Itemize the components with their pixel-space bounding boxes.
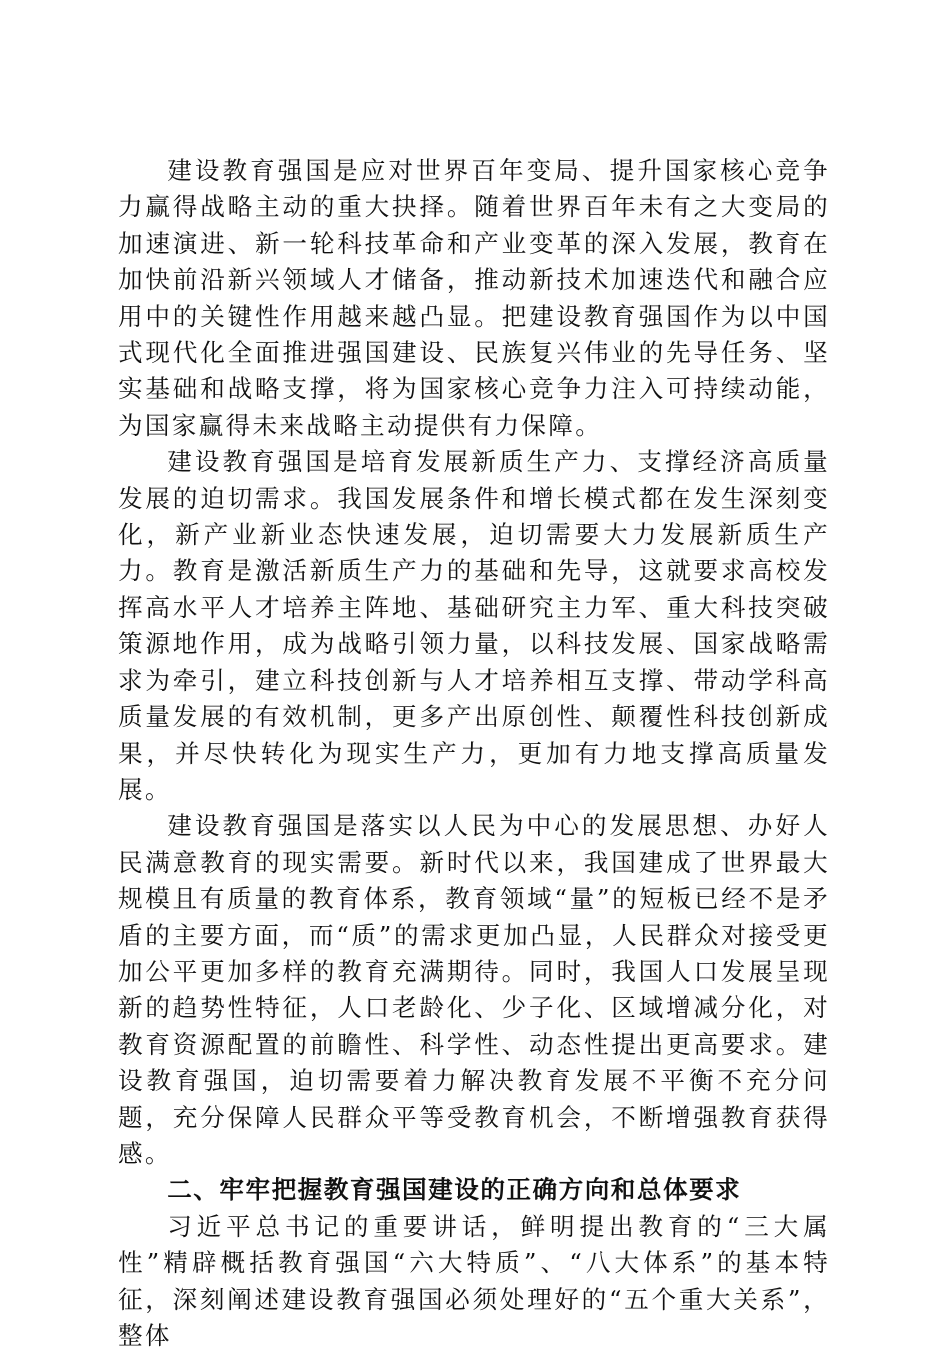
paragraph-people-centered: 建设教育强国是落实以人民为中心的发展思想、办好人民满意教育的现实需要。新时代以来，我国建成了世界最大规模且有质量的教育体系，教育领域“量”的短板已经不是矛盾的主要方面，而“质”的需求更加凸显，人民群众对接受更加公平更加多样的教育充满期待。同时，我国人口发展呈现新的趋势性特征，人口老龄化、少子化、区域增减分化，对教育资源配置的前瞻性、科学性、动态性提出更高要求。建设教育强国，迫切需要着力解决教育发展不平衡不充分问题，充分保障人民群众平等受教育机会，不断增强教育获得感。 — [118, 811, 830, 1168]
paragraph-strategic-choice: 建设教育强国是应对世界百年变局、提升国家核心竞争力赢得战略主动的重大抉择。随着世界百年未有之大变局的加速演进、新一轮科技革命和产业变革的深入发展，教育在加快前沿新兴领域人才储备，推动新技术加速迭代和融合应用中的关键性作用越来越凸显。把建设教育强国作为以中国式现代化全面推进强国建设、民族复兴伟业的先导任务、坚实基础和战略支撑，将为国家核心竞争力注入可持续动能，为国家赢得未来战略主动提供有力保障。 — [118, 156, 830, 440]
paragraph-closing: 习近平总书记的重要讲话，鲜明提出教育的“三大属性”精辟概括教育强国“六大特质”、“八大体系”的基本特征，深刻阐述建设教育强国必须处理好的“五个重大关系”，整体 — [118, 1211, 830, 1350]
document-body — [118, 153, 830, 1354]
paragraph-new-productivity: 建设教育强国是培育发展新质生产力、支撑经济高质量发展的迫切需求。我国发展条件和增长模式都在发生深刻变化，新产业新业态快速发展，迫切需要大力发展新质生产力。教育是激活新质生产力的基础和先导，这就要求高校发挥高水平人才培养主阵地、基础研究主力军、重大科技突破策源地作用，成为战略引领力量，以科技发展、国家战略需求为牵引，建立科技创新与人才培养相互支撑、带动学科高质量发展的有效机制，更多产出原创性、颠覆性科技创新成果，并尽快转化为现实生产力，更加有力地支撑高质量发展。 — [118, 447, 830, 804]
section-heading: 二、牢牢把握教育强国建设的正确方向和总体要求 — [167, 1175, 742, 1205]
